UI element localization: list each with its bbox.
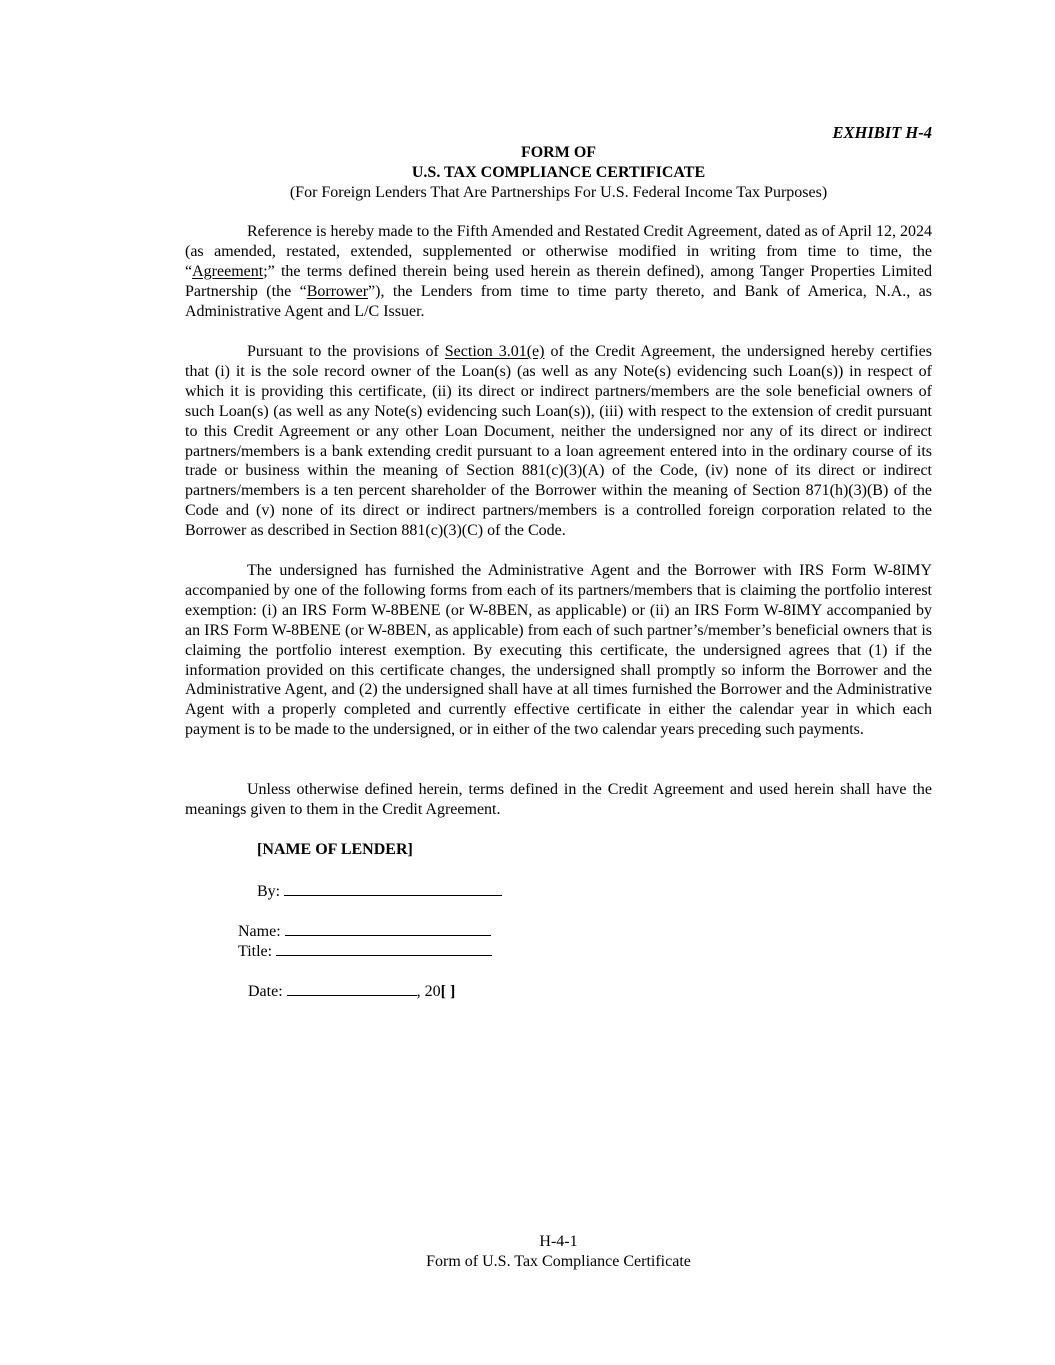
definitions-paragraph: Unless otherwise defined herein, terms defined in the Credit Agreement and used herein shall have the meanings given to them in the Credit Agreement.	[185, 781, 932, 818]
by-signature-row	[257, 880, 502, 902]
certificate-title: U.S. TAX COMPLIANCE CERTIFICATE	[411, 164, 706, 181]
date-label: Date:	[248, 983, 283, 1000]
certificate-subtitle: (For Foreign Lenders That Are Partnerships For U.S. Federal Income Tax Purposes)	[289, 184, 828, 201]
page-number: H-4-1	[539, 1233, 578, 1250]
date-row	[248, 980, 455, 1002]
footer-caption: Form of U.S. Tax Compliance Certificate	[426, 1253, 691, 1270]
year-bracket: [ ]	[440, 983, 456, 1000]
certification-text-1: Pursuant to the provisions of	[247, 343, 445, 360]
name-label: Name:	[238, 923, 281, 940]
by-label: By:	[257, 883, 281, 900]
reference-text-1: Reference is hereby made to the Fifth Amended and Restated Credit Agreement, dated as of April 12, 2024 (as amended, restated, extended, supplemented or otherwise modified in writing from time to time, the “	[185, 223, 932, 280]
certification-text-2: of the Credit Agreement, the undersigned hereby certifies that (i) it is the sole record owner of the Loan(s) (as well as any Note(s) evidencing such Loan(s)) in respect of which it is providing this certificate, (ii) its direct or indirect partners/members are the sole beneficial owners of such Loan(s) (as well as any Note(s) evidencing such Loan(s)), (iii) with respect to the extension of credit pursuant to this Credit Agreement or any other Loan Document, neither the undersigned nor any of its direct or indirect partners/members is a bank extending credit pursuant to a loan agreement entered into in the ordinary course of its trade or business within the meaning of Section 881(c)(3)(A) of the Code, (iv) none of its direct or indirect partners/members is a ten percent shareholder of the Borrower within the meaning of Section 871(h)(3)(B) of the Code and (v) none of its direct or indirect partners/members is a controlled foreign corporation related to the Borrower as described in Section 881(c)(3)(C) of the Code.	[185, 343, 933, 540]
reference-text-3: ”), the Lenders from time to time party thereto, and Bank of America, N.A., as Administrative Agent and L/C Issuer.	[185, 282, 932, 320]
exhibit-label: EXHIBIT H-4	[832, 123, 932, 142]
date-line[interactable]	[287, 980, 417, 996]
name-line[interactable]	[285, 920, 491, 936]
title-line[interactable]	[276, 940, 492, 956]
by-signature-line[interactable]	[284, 880, 502, 896]
borrower-defined-term: Borrower	[306, 282, 369, 300]
reference-text-2: ;” the terms defined therein being used herein as therein defined), among Tanger Properties Limited Partnership (the “	[185, 262, 932, 300]
name-row	[238, 920, 491, 942]
lender-name-placeholder: [NAME OF LENDER]	[257, 841, 413, 858]
certification-paragraph	[185, 342, 932, 541]
section-reference: Section 3.01(e)	[444, 343, 545, 360]
reference-paragraph	[185, 222, 932, 322]
year-prefix: , 20	[416, 983, 441, 1000]
agreement-defined-term: Agreement	[192, 262, 264, 280]
title-row	[238, 940, 492, 962]
title-label: Title:	[238, 943, 273, 960]
forms-furnished-paragraph: The undersigned has furnished the Administrative Agent and the Borrower with IRS Form W-8IMY accompanied by one of the following forms from each of its partners/members that is claiming the portfolio interest exemption: (i) an IRS Form W-8BENE (or W-8BEN, as applicable) or (ii) an IRS Form W-8IMY accompanied by an IRS Form W-8BENE (or W-8BEN, as applicable) from each of such partner’s/member’s beneficial owners that is claiming the portfolio interest exemption. By executing this certificate, the undersigned agrees that (1) if the information provided on this certificate changes, the undersigned shall promptly so inform the Borrower and the Administrative Agent, and (2) the undersigned shall have at all times furnished the Borrower and the Administrative Agent with a properly completed and currently effective certificate in either the calendar year in which each payment is to be made to the undersigned, or in either of the two calendar years preceding such payments.	[185, 562, 932, 739]
form-of-heading: FORM OF	[520, 144, 597, 161]
